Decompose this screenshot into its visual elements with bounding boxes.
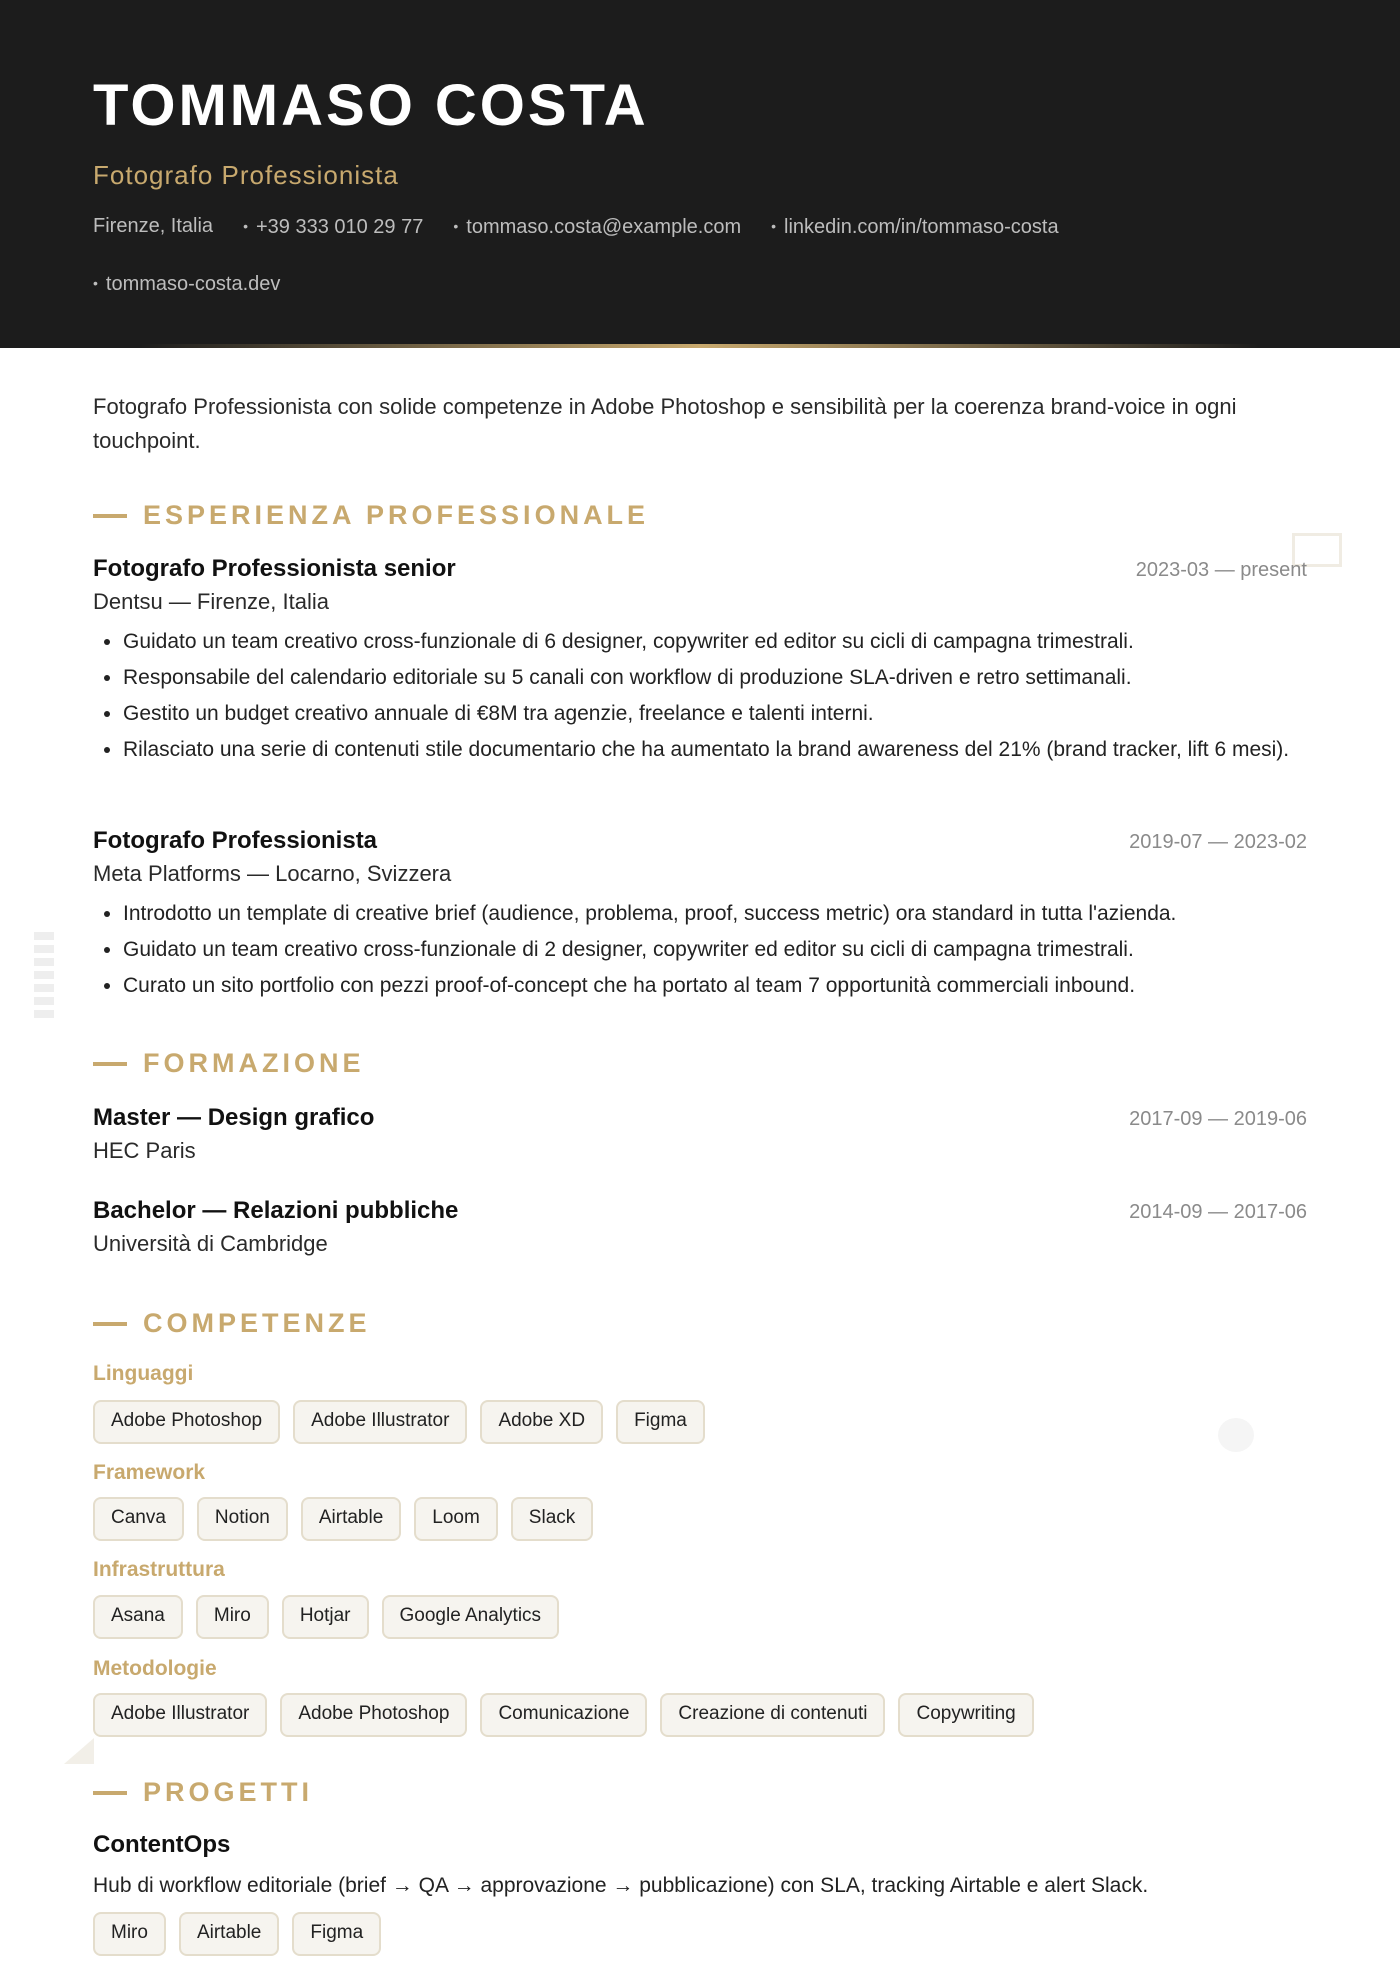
contact-location: Firenze, Italia bbox=[93, 215, 214, 237]
school-name: Università di Cambridge bbox=[93, 1231, 328, 1256]
contact-phone[interactable]: • +39 333 010 29 77 bbox=[243, 212, 423, 241]
project-tags bbox=[93, 1912, 381, 1956]
candidate-name: TOMMASO COSTA bbox=[93, 73, 649, 138]
skill-tag: Miro bbox=[196, 1595, 269, 1639]
section-title-text: FORMAZIONE bbox=[143, 1048, 365, 1078]
contact-email[interactable]: • tommaso.costa@example.com bbox=[453, 212, 741, 241]
education-entry bbox=[93, 1197, 1307, 1257]
skill-tag: Comunicazione bbox=[480, 1693, 647, 1737]
project-tag: Figma bbox=[292, 1912, 381, 1956]
achievement-item: • Guidato un team creativo cross-funzionale di 2 designer, copywriter ed editor su cicli di campagna trimestrali. bbox=[123, 935, 1307, 964]
resume-header bbox=[0, 0, 1400, 348]
contact-linkedin[interactable]: • linkedin.com/in/tommaso-costa bbox=[771, 212, 1058, 241]
skill-group-label: Infrastruttura bbox=[93, 1558, 225, 1581]
skill-tag: Adobe XD bbox=[480, 1400, 603, 1444]
skill-tag: Canva bbox=[93, 1497, 184, 1541]
skill-tag: Loom bbox=[414, 1497, 498, 1541]
section-dash bbox=[93, 1322, 127, 1326]
experience-entry bbox=[93, 827, 1307, 1007]
contact-list bbox=[93, 212, 1193, 298]
job-achievements bbox=[93, 627, 1307, 764]
experience-entry bbox=[93, 555, 1307, 771]
skill-group-label: Linguaggi bbox=[93, 1362, 194, 1385]
skill-tag: Airtable bbox=[301, 1497, 401, 1541]
contact-website[interactable]: • tommaso-costa.dev bbox=[93, 269, 280, 298]
achievement-item: • Curato un sito portfolio con pezzi proof-of-concept che ha portato al team 7 opportunità commerciali inbound. bbox=[123, 971, 1307, 1000]
skill-tag: Figma bbox=[616, 1400, 705, 1444]
degree-dates: 2014-09 — 2017-06 bbox=[1129, 1201, 1307, 1223]
skill-tag: Copywriting bbox=[898, 1693, 1033, 1737]
skill-group-label: Metodologie bbox=[93, 1657, 217, 1680]
skill-group-label: Framework bbox=[93, 1461, 206, 1484]
section-title-projects bbox=[93, 1777, 313, 1808]
skill-tags bbox=[93, 1400, 705, 1444]
skill-tag: Hotjar bbox=[282, 1595, 369, 1639]
section-title-text: COMPETENZE bbox=[143, 1308, 371, 1338]
skill-tags bbox=[93, 1595, 559, 1639]
skill-tag: Adobe Illustrator bbox=[93, 1693, 267, 1737]
skill-tag: Adobe Illustrator bbox=[293, 1400, 467, 1444]
section-title-education bbox=[93, 1048, 365, 1079]
decorative-dot bbox=[1218, 1418, 1254, 1452]
job-title: Fotografo Professionista bbox=[93, 827, 378, 854]
section-dash bbox=[93, 1791, 127, 1795]
project-name: ContentOps bbox=[93, 1831, 231, 1858]
skill-tag: Slack bbox=[511, 1497, 593, 1541]
achievement-item: • Rilasciato una serie di contenuti stile documentario che ha aumentato la brand awareness del 21% (brand tracker, lift 6 mesi). bbox=[123, 735, 1307, 764]
skill-tags bbox=[93, 1693, 1034, 1737]
decorative-stripes bbox=[34, 932, 54, 1022]
candidate-role: Fotografo Professionista bbox=[93, 160, 399, 190]
skill-tags bbox=[93, 1497, 593, 1541]
job-achievements bbox=[93, 899, 1307, 1000]
project-tag: Miro bbox=[93, 1912, 166, 1956]
section-title-text: ESPERIENZA PROFESSIONALE bbox=[143, 500, 650, 530]
school-name: HEC Paris bbox=[93, 1138, 196, 1163]
skill-tag: Creazione di contenuti bbox=[660, 1693, 885, 1737]
achievement-item: • Guidato un team creativo cross-funzionale di 6 designer, copywriter ed editor su cicli di campagna trimestrali. bbox=[123, 627, 1307, 656]
job-company: Meta Platforms — Locarno, Svizzera bbox=[93, 861, 452, 886]
degree-title: Master — Design grafico bbox=[93, 1104, 375, 1131]
section-title-experience bbox=[93, 500, 649, 531]
education-entry bbox=[93, 1104, 1307, 1164]
achievement-item: • Introdotto un template di creative brief (audience, problema, proof, success metric) ora standard in tutta l'azienda. bbox=[123, 899, 1307, 928]
skill-tag: Notion bbox=[197, 1497, 288, 1541]
profile-summary: Fotografo Professionista con solide competenze in Adobe Photoshop e sensibilità per la coerenza brand-voice in ogni touchpoint. bbox=[93, 394, 1237, 453]
skill-tag: Asana bbox=[93, 1595, 183, 1639]
skill-tag: Adobe Photoshop bbox=[93, 1400, 280, 1444]
job-title: Fotografo Professionista senior bbox=[93, 555, 456, 582]
decorative-triangle bbox=[64, 1738, 94, 1764]
skill-tag: Google Analytics bbox=[382, 1595, 560, 1639]
section-title-skills bbox=[93, 1308, 371, 1339]
header-divider bbox=[140, 344, 1260, 348]
section-dash bbox=[93, 514, 127, 518]
achievement-item: • Gestito un budget creativo annuale di €8M tra agenzie, freelance e talenti interni. bbox=[123, 699, 1307, 728]
achievement-item: • Responsabile del calendario editoriale su 5 canali con workflow di produzione SLA-driven e retro settimanali. bbox=[123, 663, 1307, 692]
job-company: Dentsu — Firenze, Italia bbox=[93, 589, 329, 614]
section-title-text: PROGETTI bbox=[143, 1777, 314, 1807]
project-tag: Airtable bbox=[179, 1912, 279, 1956]
degree-dates: 2017-09 — 2019-06 bbox=[1129, 1108, 1307, 1130]
project-description: Hub di workflow editoriale (brief → QA → approvazione → pubblicazione) con SLA, tracking Airtable e alert Slack. bbox=[93, 1874, 1149, 1897]
job-dates: 2023-03 — present bbox=[1135, 559, 1307, 581]
section-dash bbox=[93, 1062, 127, 1066]
degree-title: Bachelor — Relazioni pubbliche bbox=[93, 1197, 459, 1224]
skill-tag: Adobe Photoshop bbox=[280, 1693, 467, 1737]
job-dates: 2019-07 — 2023-02 bbox=[1129, 831, 1307, 853]
